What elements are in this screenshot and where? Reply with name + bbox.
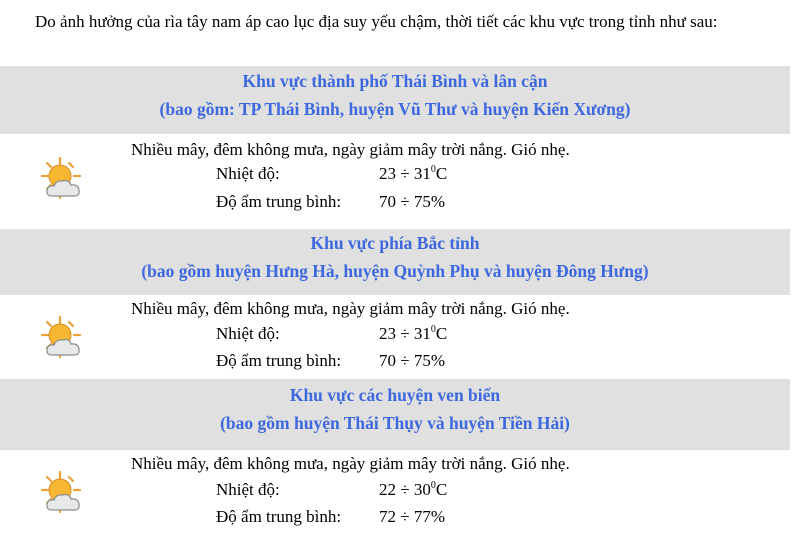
partly-cloudy-sun-icon [38,470,86,516]
temperature-row [216,478,447,502]
humidity-label: Độ ẩm trung bình: [216,351,342,370]
humidity-value: 70 ÷ 75% [379,192,445,211]
region-title: Khu vực các huyện ven biển [289,385,501,405]
region-title: Khu vực thành phố Thái Bình và lân cận [242,71,548,91]
region-forecast-thai-binh-city [0,134,790,229]
partly-cloudy-sun-icon [38,315,86,361]
temperature-label: Nhiệt độ: [216,480,280,499]
temperature-value: $22 \div 30^0C$ [379,480,448,499]
forecast-description: Nhiều mây, đêm không mưa, ngày giảm mây trời nắng. Gió nhẹ. [131,140,570,159]
forecast-description: Nhiều mây, đêm không mưa, ngày giảm mây trời nắng. Gió nhẹ. [131,299,570,318]
humidity-row [216,190,445,214]
region-subtitle: (bao gồm huyện Hưng Hà, huyện Quỳnh Phụ và huyện Đông Hưng) [141,261,649,281]
region-forecast-north [0,295,790,379]
region-title: Khu vực phía Bắc tỉnh [310,233,480,253]
humidity-label: Độ ẩm trung bình: [216,192,342,211]
temperature-row [216,162,447,186]
temperature-label: Nhiệt độ: [216,324,280,343]
humidity-value: 70 ÷ 75% [379,351,445,370]
region-header-north [0,229,790,295]
intro-paragraph: Do ảnh hưởng của rìa tây nam áp cao lục địa suy yếu chậm, thời tiết các khu vực trong tỉnh như sau: [35,12,718,31]
forecast-description: Nhiều mây, đêm không mưa, ngày giảm mây trời nắng. Gió nhẹ. [131,454,570,473]
temperature-row [216,322,447,346]
humidity-label: Độ ẩm trung bình: [216,507,342,526]
partly-cloudy-sun-icon [38,156,86,202]
temperature-label: Nhiệt độ: [216,164,280,183]
humidity-row [216,349,445,373]
temperature-value: $23 \div 31^0C$ [379,164,448,183]
humidity-row [216,505,445,529]
humidity-value: 72 ÷ 77% [379,507,445,526]
temperature-value: $23 \div 31^0C$ [379,324,448,343]
region-subtitle: (bao gồm huyện Thái Thụy và huyện Tiền Hải) [220,413,570,433]
region-forecast-coastal [0,450,790,557]
region-subtitle: (bao gồm: TP Thái Bình, huyện Vũ Thư và huyện Kiến Xương) [159,99,631,119]
region-header-coastal [0,379,790,450]
region-header-thai-binh-city [0,66,790,134]
